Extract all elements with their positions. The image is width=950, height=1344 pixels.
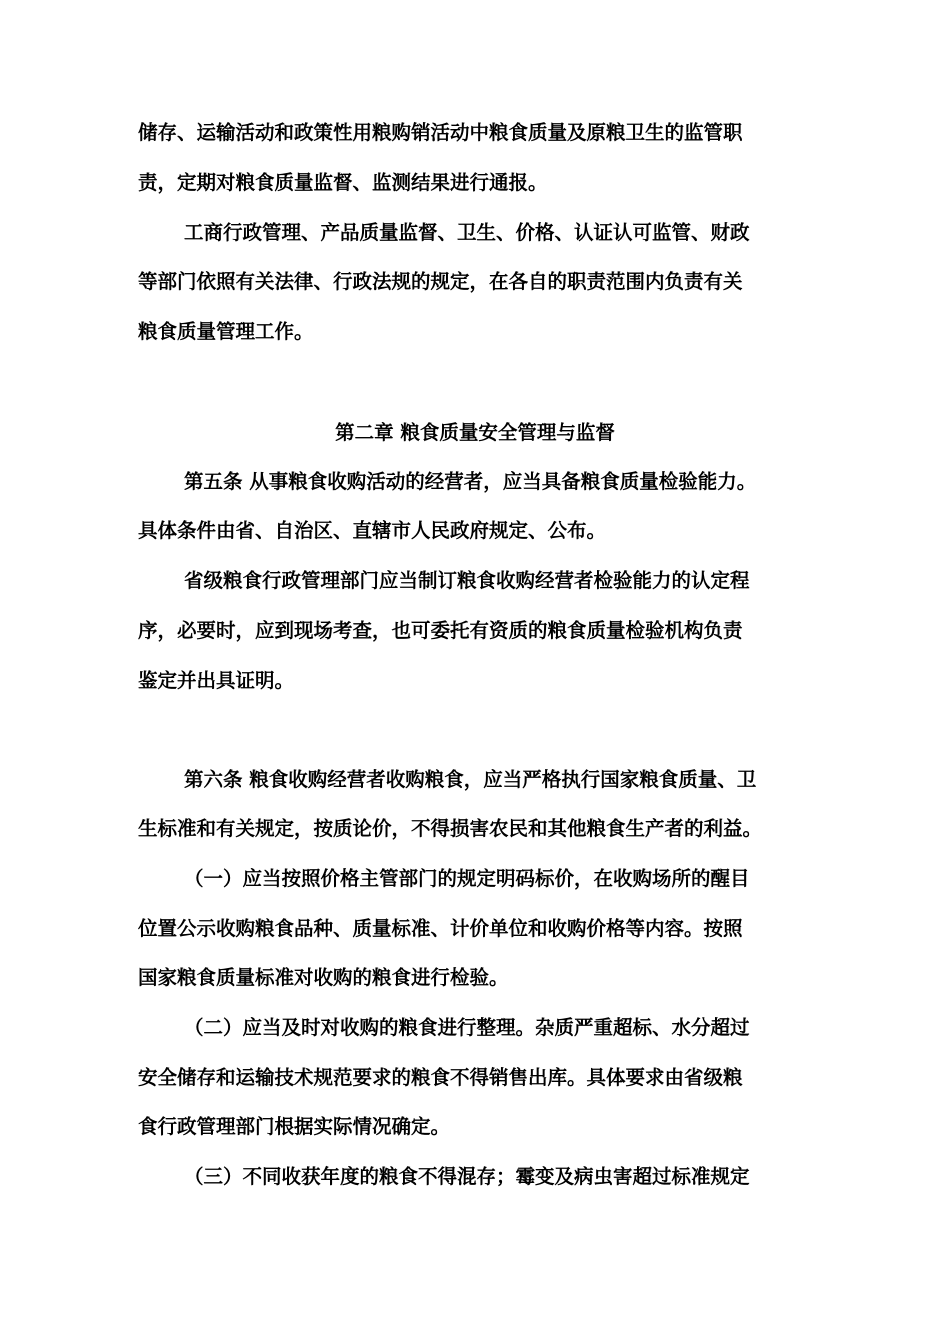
body-line: 鉴定并出具证明。: [138, 669, 295, 692]
body-line: 具体条件由省、自治区、直辖市人民政府规定、公布。: [138, 519, 607, 542]
body-line: 等部门依照有关法律、行政法规的规定，在各自的职责范围内负责有关: [138, 270, 743, 293]
item-2-first-line: （二）应当及时对收购的粮食进行整理。杂质严重超标、水分超过: [184, 1016, 750, 1039]
body-line: 序，必要时，应到现场考查，也可委托有资质的粮食质量检验机构负责: [138, 619, 743, 642]
body-line: 储存、运输活动和政策性用粮购销活动中粮食质量及原粮卫生的监管职: [138, 121, 743, 144]
body-line: 生标准和有关规定，按质论价，不得损害农民和其他粮食生产者的利益。: [138, 817, 763, 840]
paragraph-first-line: 工商行政管理、产品质量监督、卫生、价格、认证认可监管、财政: [184, 221, 750, 244]
item-1-first-line: （一）应当按照价格主管部门的规定明码标价，在收购场所的醒目: [184, 867, 750, 890]
body-line: 位置公示收购粮食品种、质量标准、计价单位和收购价格等内容。按照: [138, 917, 743, 940]
body-line: 责，定期对粮食质量监督、监测结果进行通报。: [138, 171, 548, 194]
body-line: 粮食质量管理工作。: [138, 320, 314, 343]
paragraph-first-line: 省级粮食行政管理部门应当制订粮食收购经营者检验能力的认定程: [184, 569, 750, 592]
item-3-first-line: （三）不同收获年度的粮食不得混存；霉变及病虫害超过标准规定: [184, 1165, 750, 1188]
body-line: 食行政管理部门根据实际情况确定。: [138, 1115, 451, 1138]
chapter-heading: 第二章 粮食质量安全管理与监督: [335, 421, 615, 444]
body-line: 国家粮食质量标准对收购的粮食进行检验。: [138, 966, 509, 989]
body-line: 安全储存和运输技术规范要求的粮食不得销售出库。具体要求由省级粮: [138, 1066, 743, 1089]
article-6-first-line: 第六条 粮食收购经营者收购粮食，应当严格执行国家粮食质量、卫: [184, 768, 757, 791]
article-5-first-line: 第五条 从事粮食收购活动的经营者，应当具备粮食质量检验能力。: [184, 470, 757, 493]
